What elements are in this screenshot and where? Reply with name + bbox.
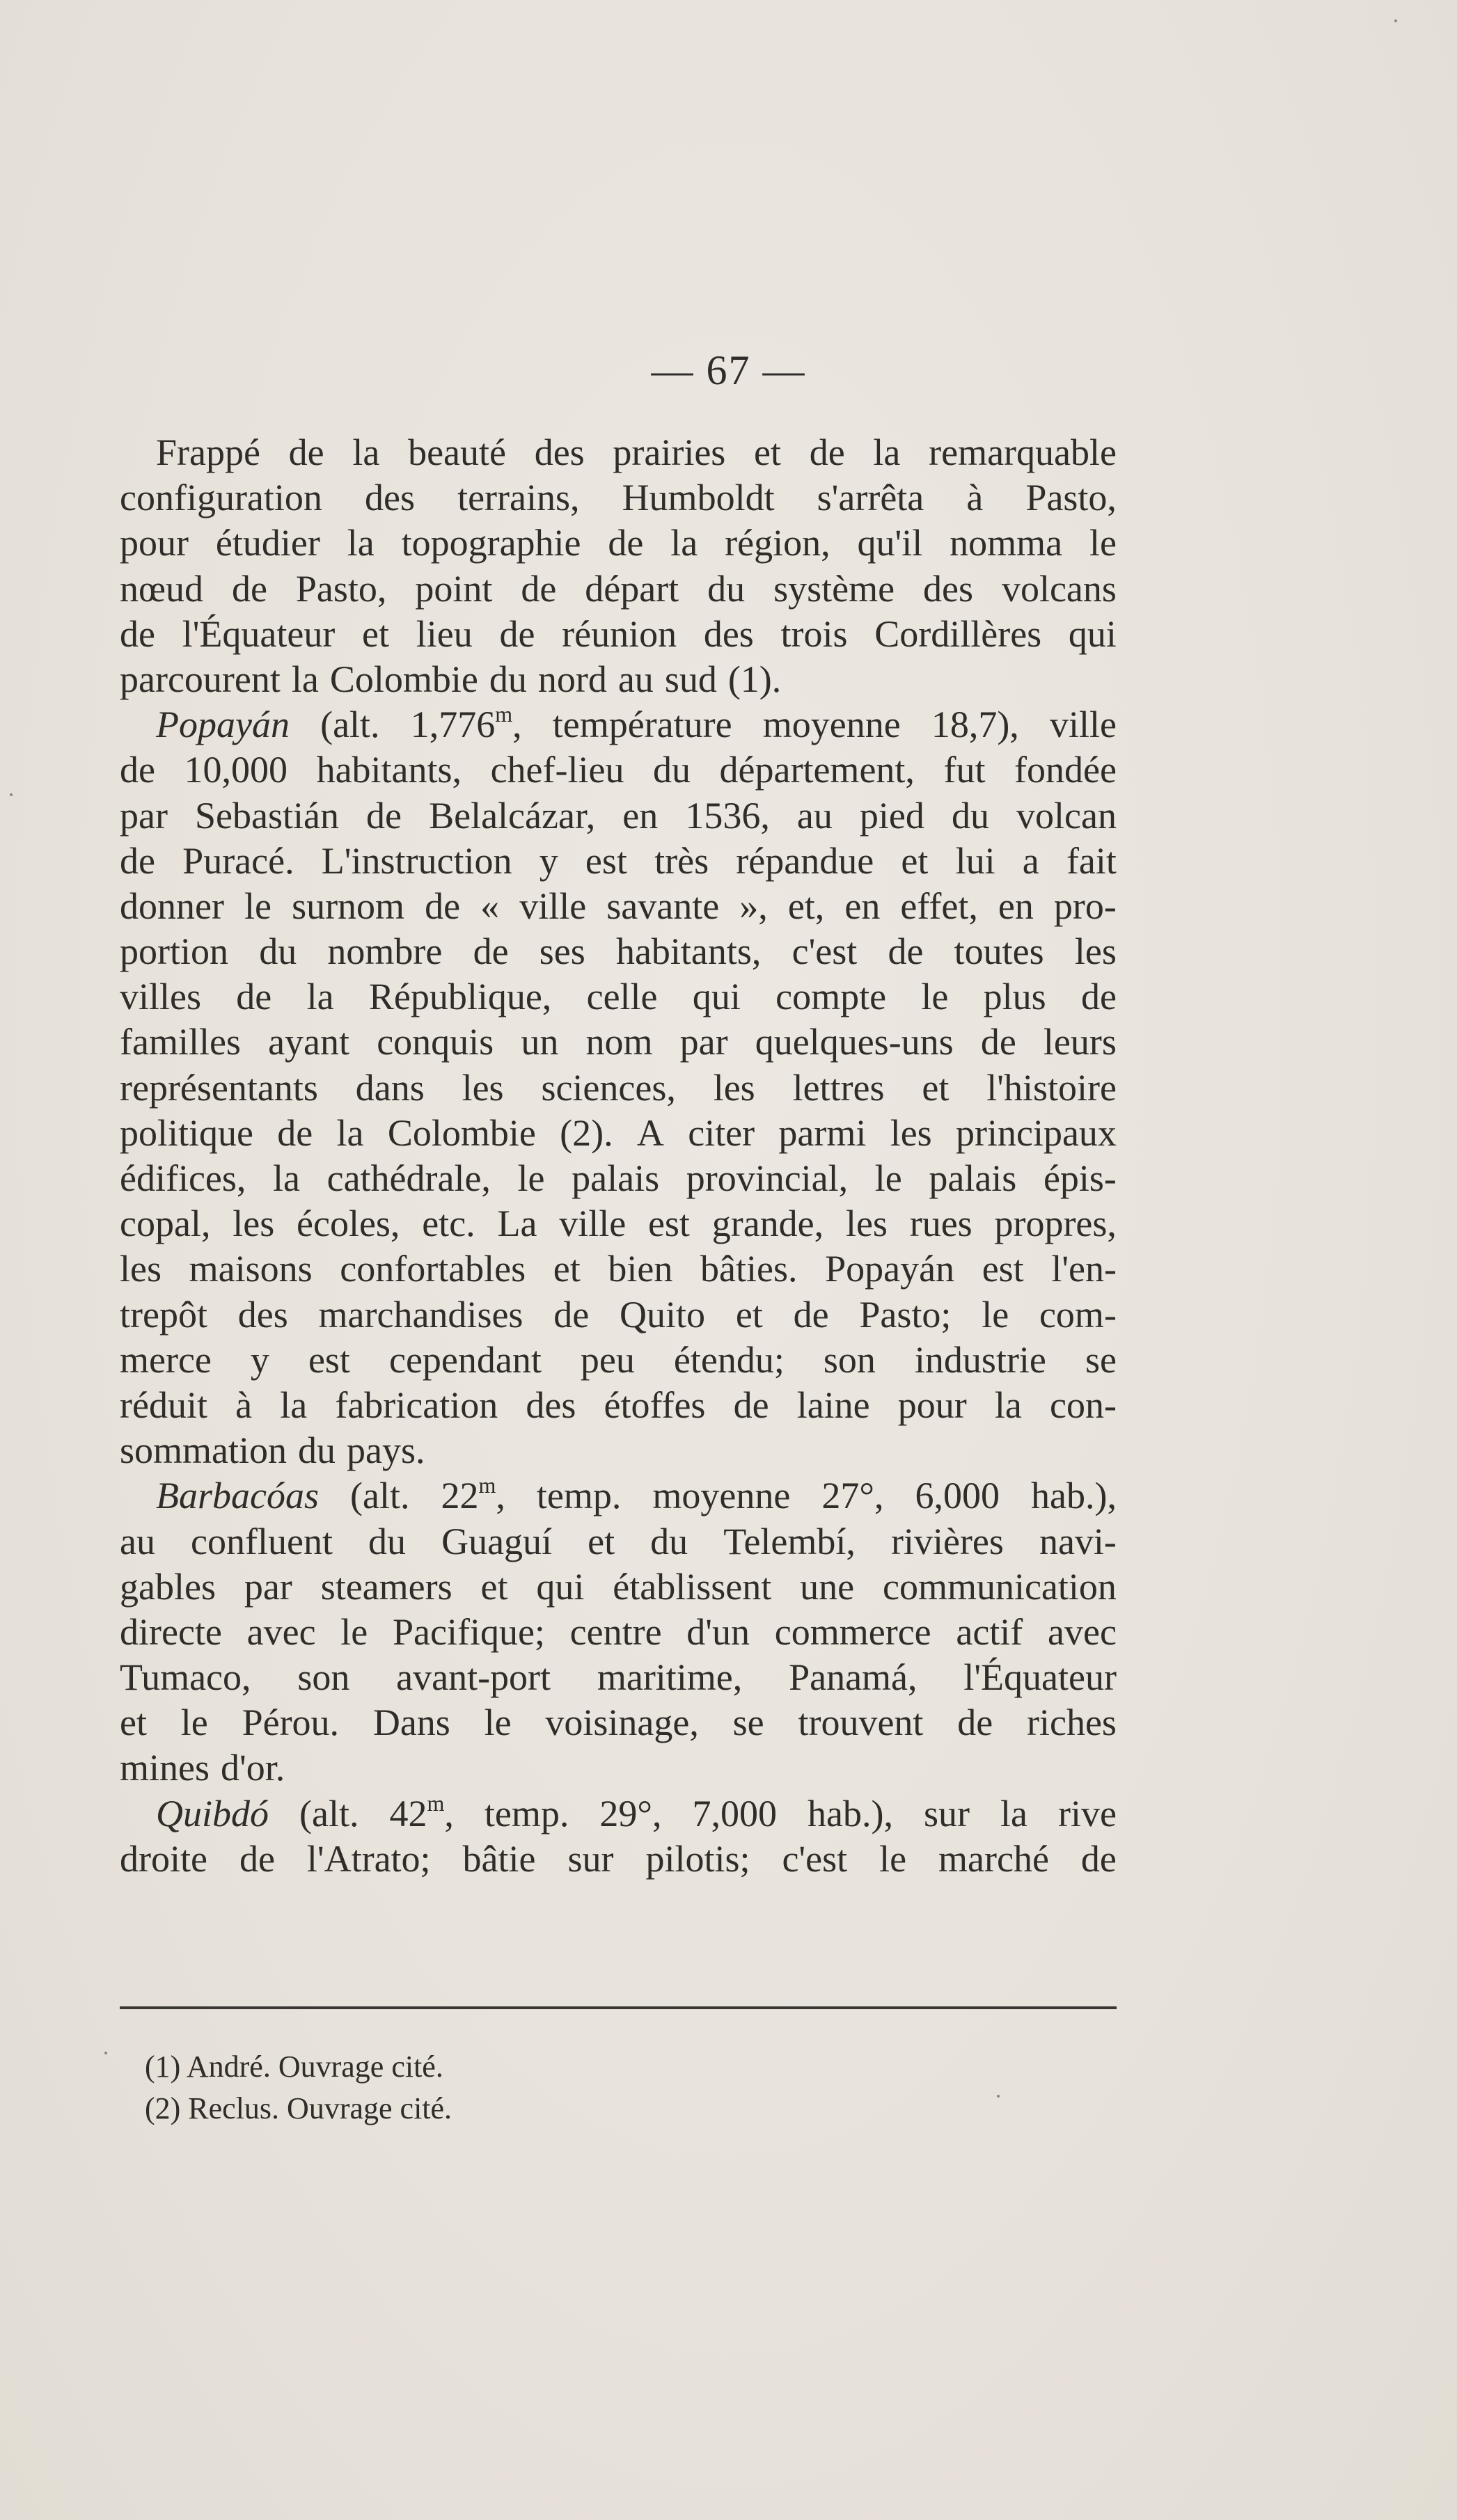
text-line: donner le surnom de « ville savante », et, en effet, en pro-: [120, 885, 1117, 927]
text-line: droite de l'Atrato; bâtie sur pilotis; c'est le marché de: [120, 1837, 1117, 1880]
text-line: mines d'or.: [120, 1747, 285, 1789]
text-line: réduit à la fabrication des étoffes de laine pour la con-: [120, 1384, 1117, 1426]
text-line: Frappé de la beauté des prairies et de la remarquable: [156, 431, 1117, 473]
text-line: de 10,000 habitants, chef-lieu du département, fut fondée: [120, 749, 1117, 791]
text-line: villes de la République, celle qui compte le plus de: [120, 976, 1117, 1018]
text-line: directe avec le Pacifique; centre d'un commerce actif avec: [120, 1610, 1117, 1653]
text-line: politique de la Colombie (2). A citer parmi les principaux: [120, 1111, 1117, 1154]
text-line: Quibdó (alt. 42$^m$, temp. 29°, 7,000 hab.), sur la rive: [156, 1790, 1117, 1834]
text-line: sommation du pays.: [120, 1429, 425, 1472]
footnote-2: (2) Reclus. Ouvrage cité.: [145, 2091, 452, 2125]
text-line: par Sebastián de Belalcázar, en 1536, au pied du volcan: [120, 794, 1117, 837]
paper-speck: [10, 793, 13, 796]
text-line: merce y est cependant peu étendu; son industrie se: [120, 1338, 1117, 1381]
text-line: nœud de Pasto, point de départ du système des volcans: [120, 567, 1117, 610]
paper-speck: [997, 2095, 1000, 2098]
text-line: trepôt des marchandises de Quito et de Pasto; le com-: [120, 1293, 1117, 1336]
text-line: portion du nombre de ses habitants, c'est de toutes les: [120, 930, 1117, 973]
text-line: les maisons confortables et bien bâties. Popayán est l'en-: [120, 1248, 1117, 1290]
body-text: [120, 430, 1117, 1882]
text-line: parcourent la Colombie du nord au sud (1).: [120, 658, 782, 700]
text-line: et le Pérou. Dans le voisinage, se trouvent de riches: [120, 1702, 1117, 1744]
paper-speck: [1394, 19, 1397, 22]
text-line: Tumaco, son avant-port maritime, Panamá, l'Équateur: [120, 1656, 1117, 1699]
text-line: pour étudier la topographie de la région, qu'il nomma le: [120, 522, 1117, 564]
text-line: configuration des terrains, Humboldt s'arrêta à Pasto,: [120, 477, 1117, 519]
footnotes: [145, 2046, 452, 2130]
footnote-rule: [120, 2006, 1117, 2009]
text-line: copal, les écoles, etc. La ville est grande, les rues propres,: [120, 1203, 1117, 1245]
footnote-1: (1) André. Ouvrage cité.: [145, 2050, 443, 2084]
page-number: — 67 —: [651, 347, 806, 393]
text-line: au confluent du Guaguí et du Telembí, rivières navi-: [120, 1520, 1117, 1562]
text-line: de Puracé. L'instruction y est très répandue et lui a fait: [120, 839, 1117, 882]
text-line: de l'Équateur et lieu de réunion des trois Cordillères qui: [120, 612, 1117, 655]
text-line: gables par steamers et qui établissent une communication: [120, 1565, 1117, 1608]
text-line: familles ayant conquis un nom par quelques-uns de leurs: [120, 1021, 1117, 1063]
paper-speck: [104, 2052, 107, 2054]
text-line: représentants dans les sciences, les lettres et l'histoire: [120, 1066, 1117, 1109]
text-line: Popayán (alt. 1,776$^m$, température moyenne 18,7), ville: [156, 702, 1117, 746]
text-line: édifices, la cathédrale, le palais provincial, le palais épis-: [120, 1157, 1117, 1199]
text-line: Barbacóas (alt. 22$^m$, temp. moyenne 27°, 6,000 hab.),: [156, 1473, 1117, 1517]
